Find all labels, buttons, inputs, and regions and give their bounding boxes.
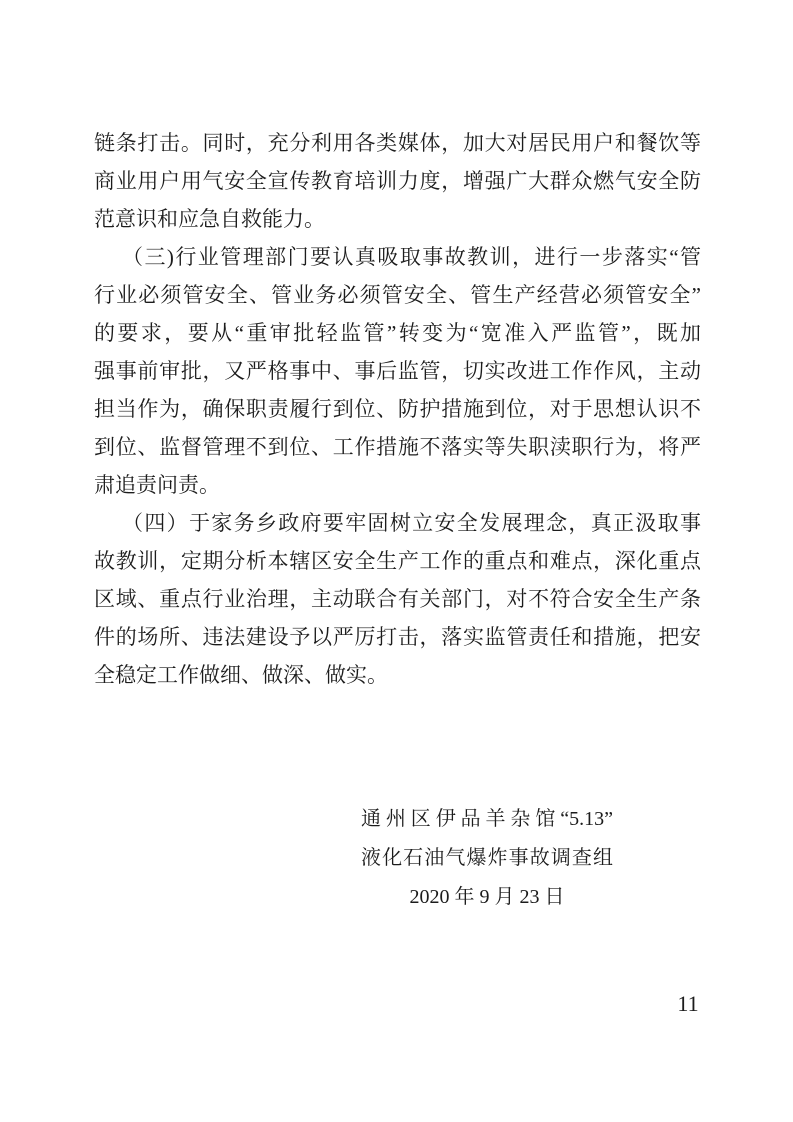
text-line: 范意识和应急自救能力。: [94, 207, 325, 231]
text-line: 故教训，定期分析本辖区安全生产工作的重点和难点，深化重点: [94, 549, 701, 573]
document-body: [94, 124, 701, 694]
text-line: 件的场所、违法建设予以严厉打击，落实监管责任和措施，把安: [94, 625, 701, 649]
text-line: 担当作为，确保职责履行到位、防护措施到位，对于思想认识不: [94, 397, 701, 421]
text-line: 肃追责问责。: [94, 473, 220, 497]
text-line: （三)行业管理部门要认真吸取事故教训，进行一步落实“管: [122, 245, 701, 269]
text-line: 区域、重点行业治理，主动联合有关部门，对不符合安全生产条: [94, 587, 701, 611]
text-line: 的要求，要从“重审批轻监管”转变为“宽准入严监管”，既加: [94, 321, 701, 345]
text-line: 链条打击。同时，充分利用各类媒体，加大对居民用户和餐饮等: [94, 131, 701, 155]
text-line: 全稳定工作做细、做深、做实。: [94, 663, 388, 687]
text-line: 强事前审批，又严格事中、事后监管，切实改进工作作风，主动: [94, 359, 701, 383]
page-number: 11: [677, 991, 699, 1016]
signature-block: [361, 800, 613, 917]
text-line: 到位、监督管理不到位、工作措施不落实等失职渎职行为，将严: [94, 435, 701, 459]
text-line: 行业必须管安全、管业务必须管安全、管生产经营必须管安全”: [94, 283, 701, 307]
text-line: 商业用户用气安全宣传教育培训力度，增强广大群众燃气安全防: [94, 169, 701, 193]
signature-date: 2020 年 9 月 23 日: [409, 886, 565, 908]
signature-org-line-1: 通州区伊品羊杂馆“5.13”: [361, 808, 613, 830]
signature-org-line-2: 液化石油气爆炸事故调查组: [361, 847, 613, 869]
text-line: （四）于家务乡政府要牢固树立安全发展理念，真正汲取事: [122, 511, 701, 535]
